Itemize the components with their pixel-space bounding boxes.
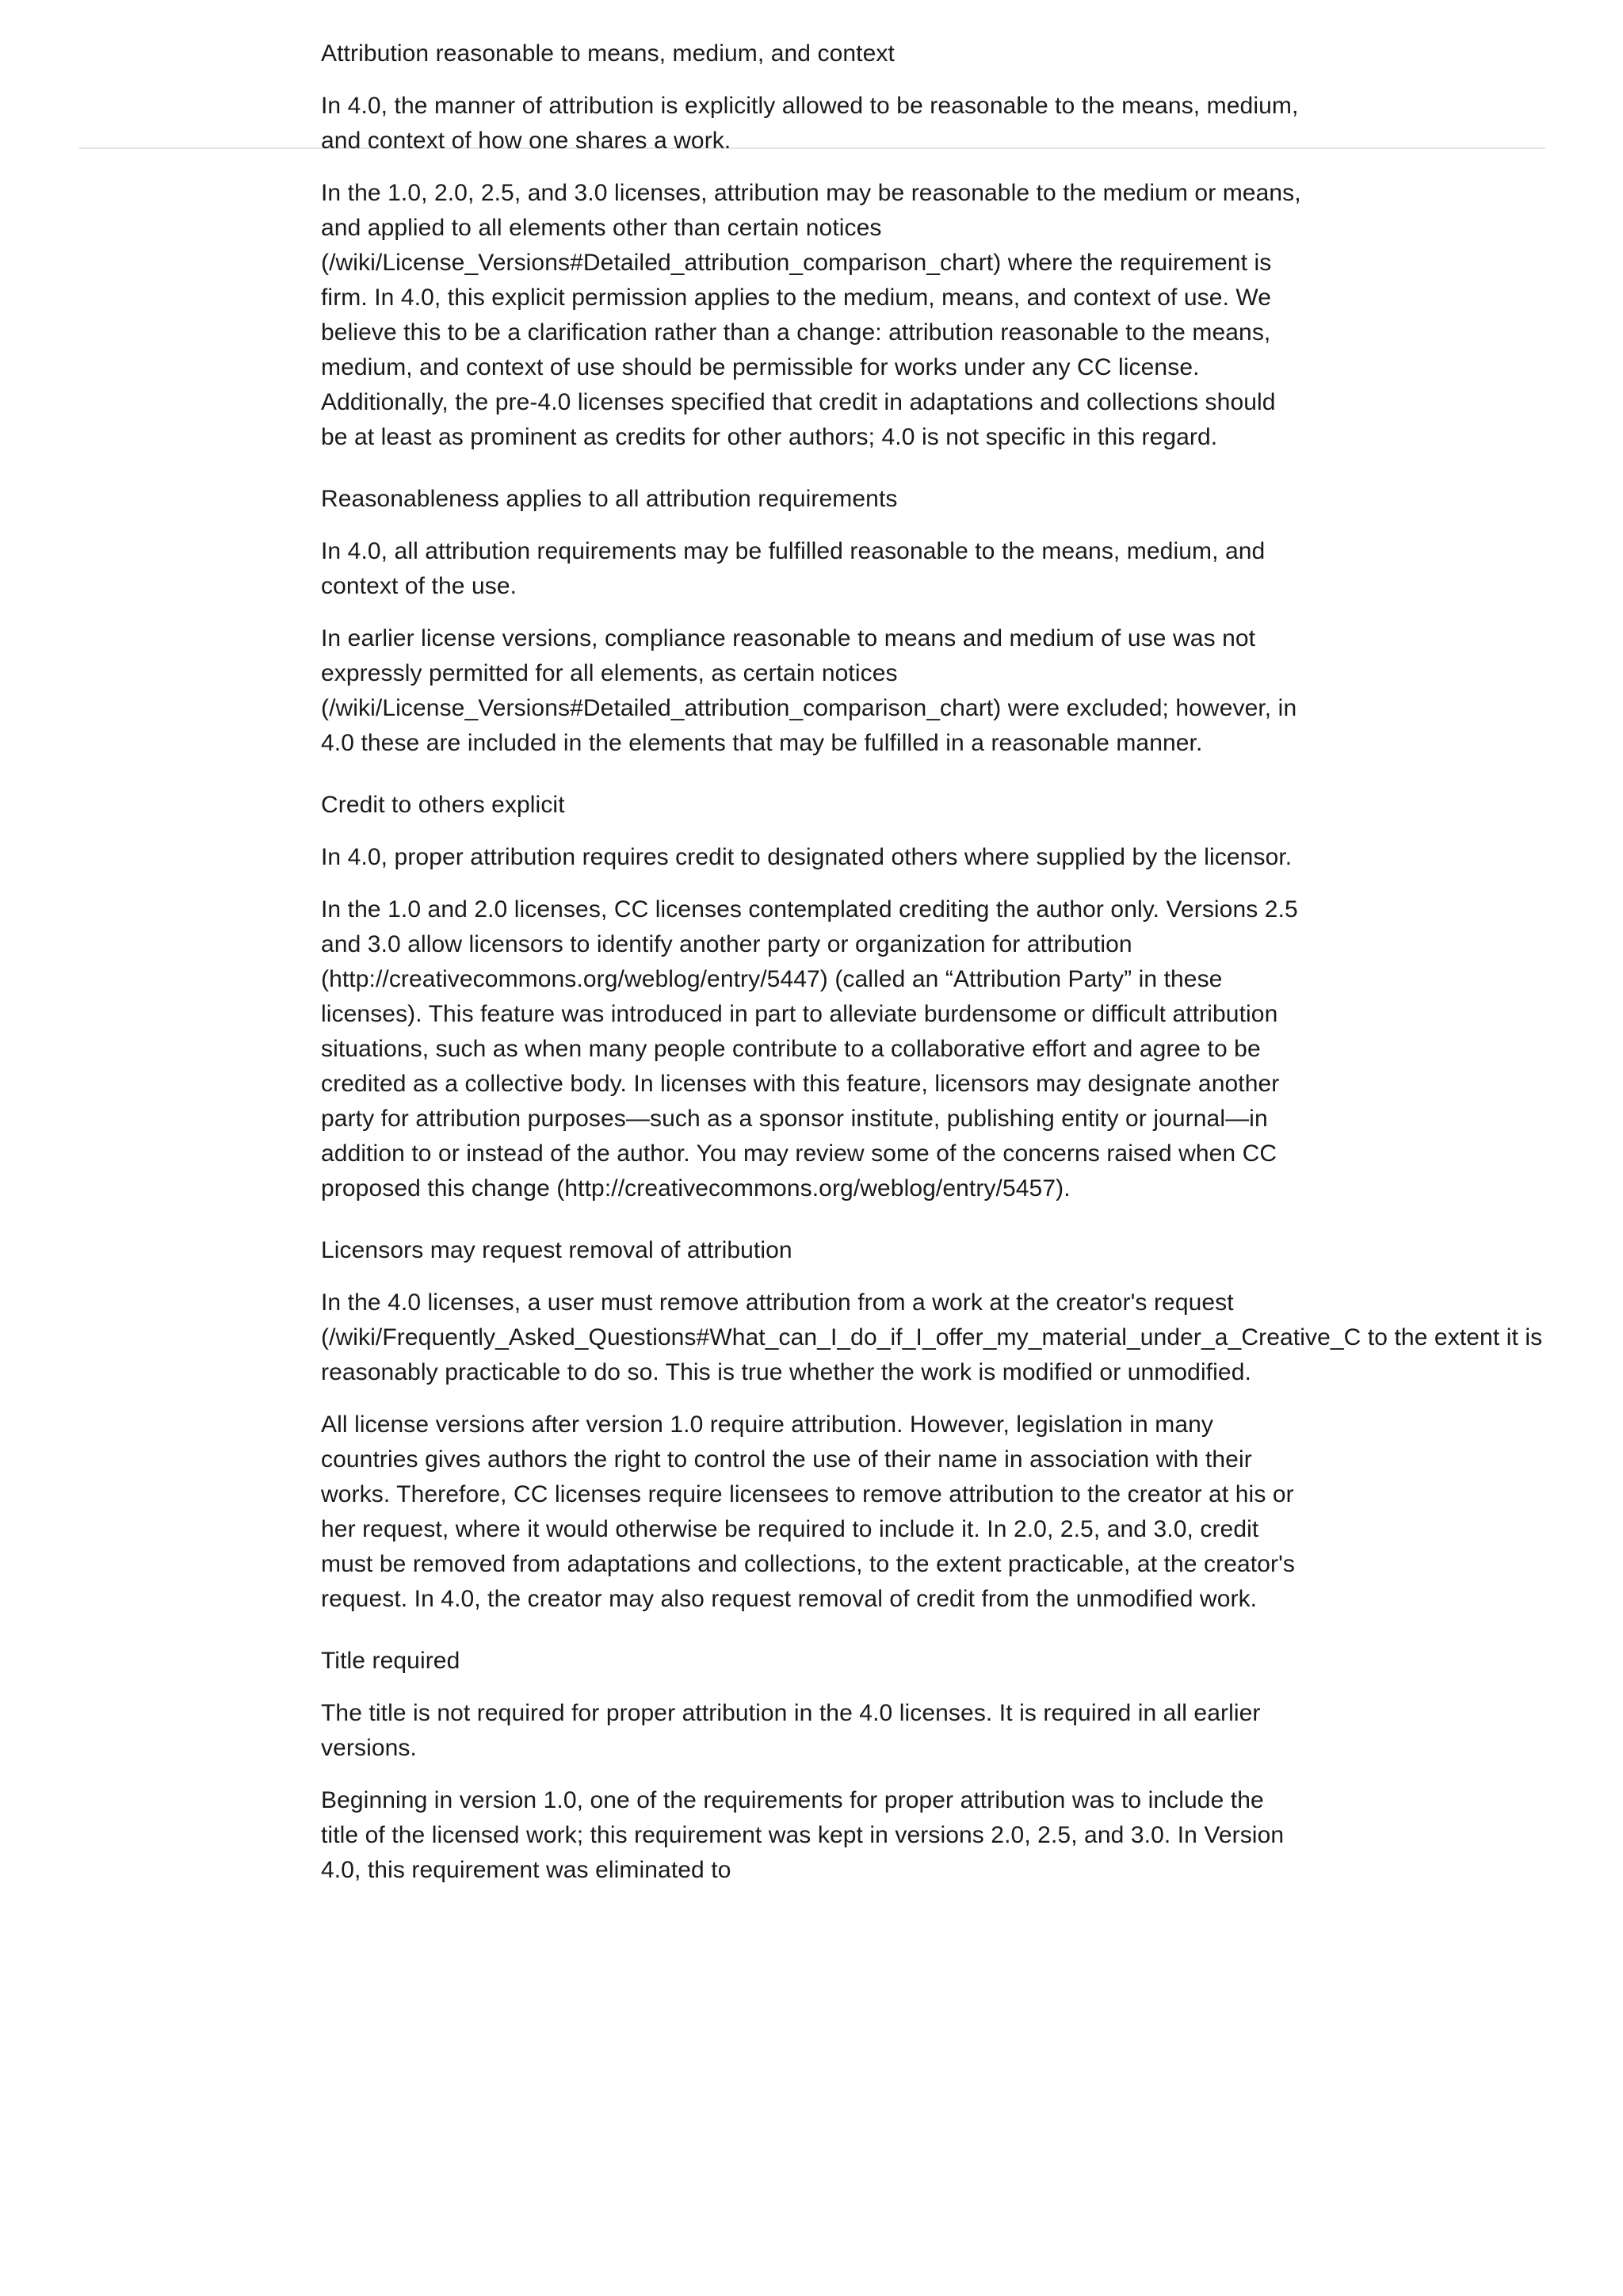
paragraph-with-overflowing-url: In the 4.0 licenses, a user must remove attribution from a work at the creator's request (/wiki/Frequently_Asked_Questions#What_can_I_do_if_I_offer_my_material_under_a_Creative_C to the extent it is reasonably practicable to do so. This is true whether the work is modified or unmodified. bbox=[321, 1289, 1543, 1385]
paragraph: In 4.0, all attribution requirements may be fulfilled reasonable to the means, medium, and context of the use. bbox=[321, 538, 1266, 599]
paragraph: The title is not required for proper attribution in the 4.0 licenses. It is required in all earlier versions. bbox=[321, 1700, 1261, 1761]
document-body bbox=[321, 0, 1543, 1888]
section-heading-attribution-reasonable: Attribution reasonable to means, medium, and context bbox=[321, 40, 895, 67]
paragraph: Beginning in version 1.0, one of the requirements for proper attribution was to include the title of the licensed work; this requirement was kept in versions 2.0, 2.5, and 3.0. In Version 4.0, this requirement was eliminated to bbox=[321, 1787, 1285, 1883]
paragraph: In 4.0, the manner of attribution is explicitly allowed to be reasonable to the means, medium, and context of how one shares a work. bbox=[321, 93, 1299, 154]
section-heading-title-required: Title required bbox=[321, 1648, 460, 1674]
paragraph: In the 1.0, 2.0, 2.5, and 3.0 licenses, attribution may be reasonable to the medium or means, and applied to all elements other than certain notices (/wiki/License_Versions#Detailed_attribution_comparison_chart) where the requirement is firm. In 4.0, this explicit permission applies to the medium, means, and context of use. We believe this to be a clarification rather than a change: attribution reasonable to the means, medium, and context of use should be permissible for works under any CC license. Additionally, the pre-4.0 licenses specified that credit in adaptations and collections should be at least as prominent as credits for other authors; 4.0 is not specific in this regard. bbox=[321, 180, 1301, 450]
paragraph: All license versions after version 1.0 require attribution. However, legislation in many countries gives authors the right to control the use of their name in association with their works. Therefore, CC licenses require licensees to remove attribution to the creator at his or her request, where it would otherwise be required to include it. In 2.0, 2.5, and 3.0, credit must be removed from adaptations and collections, to the extent practicable, at the creator's request. In 4.0, the creator may also request removal of credit from the unmodified work. bbox=[321, 1412, 1296, 1612]
section-heading-credit-to-others-explicit: Credit to others explicit bbox=[321, 792, 565, 818]
section-heading-reasonableness-applies: Reasonableness applies to all attribution requirements bbox=[321, 486, 898, 512]
paragraph: In earlier license versions, compliance reasonable to means and medium of use was not expressly permitted for all elements, as certain notices (/wiki/License_Versions#Detailed_attribution_comparison_chart) were excluded; however, in 4.0 these are included in the elements that may be fulfilled in a reasonable manner. bbox=[321, 625, 1297, 756]
section-heading-licensors-may-request-removal: Licensors may request removal of attribution bbox=[321, 1237, 792, 1263]
paragraph: In the 1.0 and 2.0 licenses, CC licenses contemplated crediting the author only. Versions 2.5 and 3.0 allow licensors to identify another party or organization for attribution (http://creativecommons.org/weblog/entry/5447) (called an “Attribution Party” in these licenses). This feature was introduced in part to alleviate burdensome or difficult attribution situations, such as when many people contribute to a collaborative effort and agree to be credited as a collective body. In licenses with this feature, licensors may designate another party for attribution purposes—such as a sponsor institute, publishing entity or journal—in addition to or instead of the author. You may review some of the concerns raised when CC proposed this change (http://creativecommons.org/weblog/entry/5457). bbox=[321, 896, 1298, 1201]
paragraph: In 4.0, proper attribution requires credit to designated others where supplied by the licensor. bbox=[321, 844, 1293, 870]
